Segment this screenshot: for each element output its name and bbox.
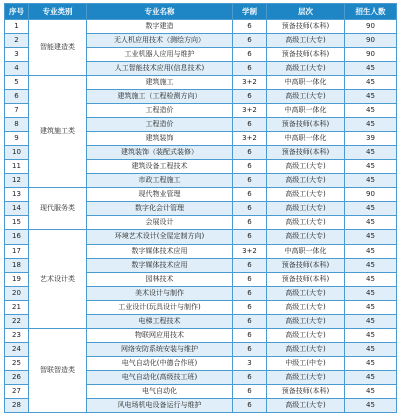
serial-no-cell: 1 [5, 20, 29, 34]
major-name-cell: 电气自动化(高级技工班) [87, 370, 233, 384]
serial-no-cell: 25 [5, 356, 29, 370]
header-major-name: 专业名称 [87, 4, 233, 20]
level-cell: 高级工(大专) [267, 230, 345, 244]
serial-no-cell: 26 [5, 370, 29, 384]
serial-no-cell: 17 [5, 244, 29, 258]
enrollment-count-cell: 45 [345, 230, 397, 244]
years-cell: 6 [233, 272, 267, 286]
serial-no-cell: 6 [5, 90, 29, 104]
years-cell: 6 [233, 328, 267, 342]
level-cell: 中高职一体化 [267, 104, 345, 118]
enrollment-count-cell: 45 [345, 258, 397, 272]
serial-no-cell: 23 [5, 328, 29, 342]
enrollment-count-cell: 45 [345, 328, 397, 342]
years-cell: 6 [233, 286, 267, 300]
years-cell: 6 [233, 160, 267, 174]
major-name-cell: 建筑设备工程技术 [87, 160, 233, 174]
major-name-cell: 美术设计与制作 [87, 286, 233, 300]
enrollment-count-cell: 45 [345, 216, 397, 230]
level-cell: 预备技师(本科) [267, 20, 345, 34]
years-cell: 6 [233, 342, 267, 356]
category-cell: 智能建造类 [29, 20, 87, 76]
serial-no-cell: 21 [5, 300, 29, 314]
level-cell: 高级工(大专) [267, 286, 345, 300]
enrollment-count-cell: 45 [345, 398, 397, 412]
major-name-cell: 数字化会计管理 [87, 202, 233, 216]
years-cell: 6 [233, 258, 267, 272]
years-cell: 3+2 [233, 76, 267, 90]
years-cell: 3+2 [233, 244, 267, 258]
serial-no-cell: 11 [5, 160, 29, 174]
category-cell: 现代服务类 [29, 188, 87, 230]
table-row [5, 188, 397, 202]
years-cell: 3+2 [233, 104, 267, 118]
enrollment-count-cell: 45 [345, 160, 397, 174]
years-cell: 6 [233, 314, 267, 328]
enrollment-count-cell: 90 [345, 48, 397, 62]
enrollment-count-cell: 45 [345, 342, 397, 356]
serial-no-cell: 28 [5, 398, 29, 412]
serial-no-cell: 13 [5, 188, 29, 202]
level-cell: 中高职一体化 [267, 132, 345, 146]
years-cell: 6 [233, 398, 267, 412]
serial-no-cell: 3 [5, 48, 29, 62]
level-cell: 中高职一体化 [267, 244, 345, 258]
enrollment-count-cell: 45 [345, 314, 397, 328]
serial-no-cell: 8 [5, 118, 29, 132]
enrollment-count-cell: 45 [345, 62, 397, 76]
table-row [5, 328, 397, 342]
enrollment-count-cell: 45 [345, 244, 397, 258]
serial-no-cell: 14 [5, 202, 29, 216]
enrollment-count-cell: 45 [345, 384, 397, 398]
enrollment-count-cell: 45 [345, 286, 397, 300]
serial-no-cell: 12 [5, 174, 29, 188]
header-years: 学制 [233, 4, 267, 20]
major-name-cell: 电气自动化(中德合作班) [87, 356, 233, 370]
major-name-cell: 市政工程施工 [87, 174, 233, 188]
header-enrollment: 招生人数 [345, 4, 397, 20]
level-cell: 高级工(大专) [267, 314, 345, 328]
table-row [5, 230, 397, 244]
level-cell: 高级工(大专) [267, 370, 345, 384]
enrollment-count-cell: 45 [345, 118, 397, 132]
years-cell: 6 [233, 230, 267, 244]
enrollment-count-cell: 90 [345, 34, 397, 48]
major-name-cell: 建筑施工 [87, 76, 233, 90]
category-cell: 建筑施工类 [29, 76, 87, 188]
major-name-cell: 风电场机电设备运行与维护 [87, 398, 233, 412]
serial-no-cell: 16 [5, 230, 29, 244]
level-cell: 中高职一体化 [267, 76, 345, 90]
years-cell: 6 [233, 62, 267, 76]
serial-no-cell: 27 [5, 384, 29, 398]
major-name-cell: 工业设计(玩具设计与制作) [87, 300, 233, 314]
years-cell: 6 [233, 34, 267, 48]
level-cell: 高级工(大专) [267, 202, 345, 216]
serial-no-cell: 19 [5, 272, 29, 286]
serial-no-cell: 15 [5, 216, 29, 230]
major-name-cell: 数字媒体技术应用 [87, 244, 233, 258]
enrollment-count-cell: 45 [345, 300, 397, 314]
years-cell: 6 [233, 188, 267, 202]
header-category: 专业类别 [29, 4, 87, 20]
major-name-cell: 电气自动化 [87, 384, 233, 398]
major-name-cell: 建筑施工（工程检测方向） [87, 90, 233, 104]
major-name-cell: 现代物业管理 [87, 188, 233, 202]
level-cell: 高级工(大专) [267, 62, 345, 76]
enrollment-count-cell: 45 [345, 104, 397, 118]
years-cell: 6 [233, 300, 267, 314]
years-cell: 6 [233, 202, 267, 216]
years-cell: 6 [233, 216, 267, 230]
serial-no-cell: 9 [5, 132, 29, 146]
serial-no-cell: 22 [5, 314, 29, 328]
table-row [5, 20, 397, 34]
years-cell: 6 [233, 174, 267, 188]
serial-no-cell: 10 [5, 146, 29, 160]
level-cell: 预备技师(本科) [267, 272, 345, 286]
level-cell: 预备技师(本科) [267, 146, 345, 160]
serial-no-cell: 18 [5, 258, 29, 272]
category-cell: 艺术设计类 [29, 230, 87, 328]
level-cell: 高级工(大专) [267, 398, 345, 412]
level-cell: 高级工(大专) [267, 174, 345, 188]
major-name-cell: 物联网应用技术 [87, 328, 233, 342]
serial-no-cell: 4 [5, 62, 29, 76]
major-name-cell: 建筑装饰（装配式装修） [87, 146, 233, 160]
level-cell: 预备技师(本科) [267, 384, 345, 398]
enrollment-table-container [4, 3, 396, 413]
major-name-cell: 工程造价 [87, 118, 233, 132]
major-name-cell: 会展设计 [87, 216, 233, 230]
years-cell: 3+2 [233, 132, 267, 146]
enrollment-count-cell: 90 [345, 188, 397, 202]
years-cell: 3 [233, 356, 267, 370]
major-name-cell: 电梯工程技术 [87, 314, 233, 328]
level-cell: 高级工(大专) [267, 216, 345, 230]
years-cell: 6 [233, 146, 267, 160]
level-cell: 预备技师(本科) [267, 258, 345, 272]
major-name-cell: 人工智能技术应用(信息技术) [87, 62, 233, 76]
header-level: 层次 [267, 4, 345, 20]
major-name-cell: 工业机器人应用与维护 [87, 48, 233, 62]
header-serial-no: 序号 [5, 4, 29, 20]
major-name-cell: 建筑装饰 [87, 132, 233, 146]
major-name-cell: 园林技术 [87, 272, 233, 286]
level-cell: 预备技师(本科) [267, 48, 345, 62]
years-cell: 6 [233, 90, 267, 104]
enrollment-count-cell: 45 [345, 146, 397, 160]
serial-no-cell: 2 [5, 34, 29, 48]
table-body [5, 20, 397, 413]
major-name-cell: 数字建造 [87, 20, 233, 34]
major-name-cell: 网络安防系统安装与维护 [87, 342, 233, 356]
level-cell: 高级工(大专) [267, 160, 345, 174]
major-name-cell: 工程造价 [87, 104, 233, 118]
category-cell: 智联智造类 [29, 328, 87, 412]
table-row [5, 76, 397, 90]
major-name-cell: 数字媒体技术应用 [87, 258, 233, 272]
table-header-row [5, 4, 397, 20]
enrollment-count-cell: 45 [345, 370, 397, 384]
enrollment-count-cell: 90 [345, 20, 397, 34]
years-cell: 6 [233, 118, 267, 132]
years-cell: 6 [233, 370, 267, 384]
level-cell: 预备技师(本科) [267, 118, 345, 132]
enrollment-count-cell: 45 [345, 202, 397, 216]
serial-no-cell: 5 [5, 76, 29, 90]
level-cell: 中级工(中专) [267, 356, 345, 370]
enrollment-count-cell: 45 [345, 356, 397, 370]
level-cell: 高级工(大专) [267, 300, 345, 314]
level-cell: 高级工(大专) [267, 188, 345, 202]
serial-no-cell: 7 [5, 104, 29, 118]
years-cell: 6 [233, 48, 267, 62]
level-cell: 高级工(大专) [267, 34, 345, 48]
major-name-cell: 无人机应用技术（测绘方向） [87, 34, 233, 48]
level-cell: 高级工(大专) [267, 342, 345, 356]
enrollment-count-cell: 39 [345, 132, 397, 146]
level-cell: 高级工(大专) [267, 90, 345, 104]
serial-no-cell: 24 [5, 342, 29, 356]
major-name-cell: 环境艺术设计(全屋定制方向) [87, 230, 233, 244]
enrollment-count-cell: 45 [345, 90, 397, 104]
level-cell: 高级工(大专) [267, 328, 345, 342]
enrollment-count-cell: 45 [345, 272, 397, 286]
years-cell: 6 [233, 20, 267, 34]
enrollment-count-cell: 45 [345, 76, 397, 90]
serial-no-cell: 20 [5, 286, 29, 300]
years-cell: 6 [233, 384, 267, 398]
enrollment-count-cell: 45 [345, 174, 397, 188]
enrollment-table [4, 3, 397, 413]
